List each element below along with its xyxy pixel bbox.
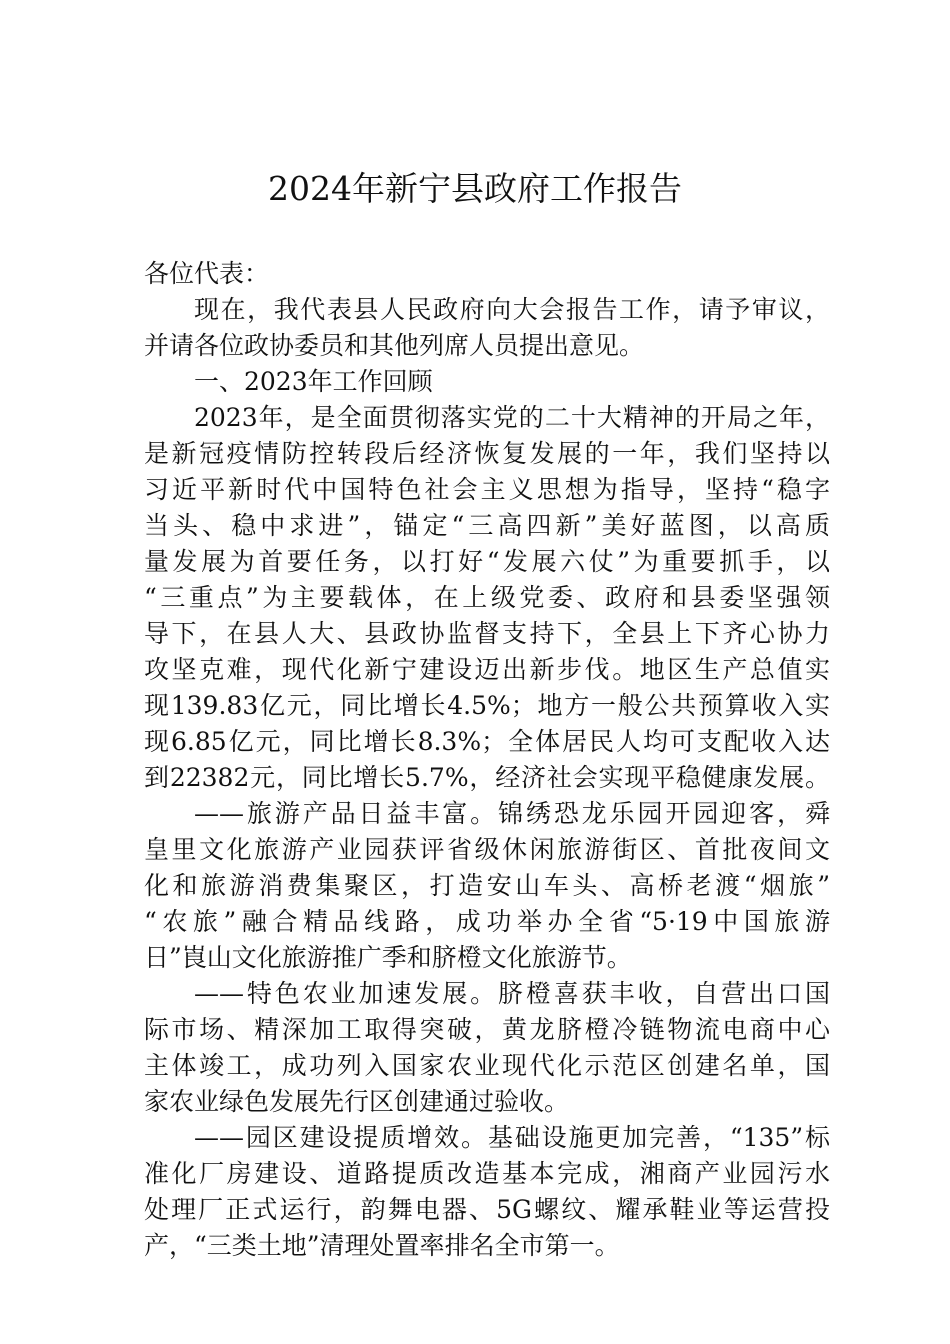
text-line: 现139.83亿元，同比增长4.5%；地方一般公共预算收入实 (144, 691, 830, 720)
text-line: 各位代表： (144, 259, 270, 288)
text-line: 准化厂房建设、道路提质改造基本完成，湘商产业园污水 (144, 1159, 830, 1188)
document-body (144, 256, 830, 1264)
text-line: 处理厂正式运行，韵舞电器、5G螺纹、耀承鞋业等运营投 (144, 1195, 830, 1224)
text-line: 攻坚克难，现代化新宁建设迈出新步伐。地区生产总值实 (144, 655, 830, 684)
text-line: 导下，在县人大、县政协监督支持下，全县上下齐心协力 (144, 619, 830, 648)
text-line: 现在，我代表县人民政府向大会报告工作，请予审议， (194, 295, 830, 324)
text-line: ——特色农业加速发展。脐橙喜获丰收，自营出口国 (194, 979, 830, 1008)
text-line: 习近平新时代中国特色社会主义思想为指导，坚持“稳字 (144, 475, 830, 504)
text-line: 家农业绿色发展先行区创建通过验收。 (144, 1087, 570, 1116)
text-line: 量发展为首要任务，以打好“发展六仗”为重要抓手，以 (144, 547, 830, 576)
text-line: 际市场、精深加工取得突破，黄龙脐橙冷链物流电商中心 (144, 1015, 830, 1044)
text-line: ——园区建设提质增效。基础设施更加完善，“135”标 (194, 1123, 830, 1152)
text-line: 皇里文化旅游产业园获评省级休闲旅游街区、首批夜间文 (144, 835, 830, 864)
text-line: 是新冠疫情防控转段后经济恢复发展的一年，我们坚持以 (144, 439, 830, 468)
text-line: 产，“三类土地”清理处置率排名全市第一。 (144, 1231, 620, 1260)
text-line: 并请各位政协委员和其他列席人员提出意见。 (144, 331, 645, 360)
text-line: “农旅”融合精品线路，成功举办全省“5·19中国旅游 (144, 907, 830, 936)
text-line: 化和旅游消费集聚区，打造安山车头、高桥老渡“烟旅” (144, 871, 830, 900)
text-line: 当头、稳中求进”，锚定“三高四新”美好蓝图，以高质 (144, 511, 830, 540)
document-title: 2024年新宁县政府工作报告 (268, 169, 682, 208)
text-line: 主体竣工，成功列入国家农业现代化示范区创建名单，国 (144, 1051, 830, 1080)
text-line: 一、2023年工作回顾 (194, 367, 433, 396)
text-line: 到22382元，同比增长5.7%，经济社会实现平稳健康发展。 (144, 763, 830, 792)
text-line: “三重点”为主要载体，在上级党委、政府和县委坚强领 (144, 583, 830, 612)
text-line: ——旅游产品日益丰富。锦绣恐龙乐园开园迎客，舜 (194, 799, 830, 828)
text-line: 日”崀山文化旅游推广季和脐橙文化旅游节。 (144, 943, 632, 972)
text-line: 现6.85亿元，同比增长8.3%；全体居民人均可支配收入达 (144, 727, 830, 756)
text-line: 2023年，是全面贯彻落实党的二十大精神的开局之年， (194, 403, 830, 432)
